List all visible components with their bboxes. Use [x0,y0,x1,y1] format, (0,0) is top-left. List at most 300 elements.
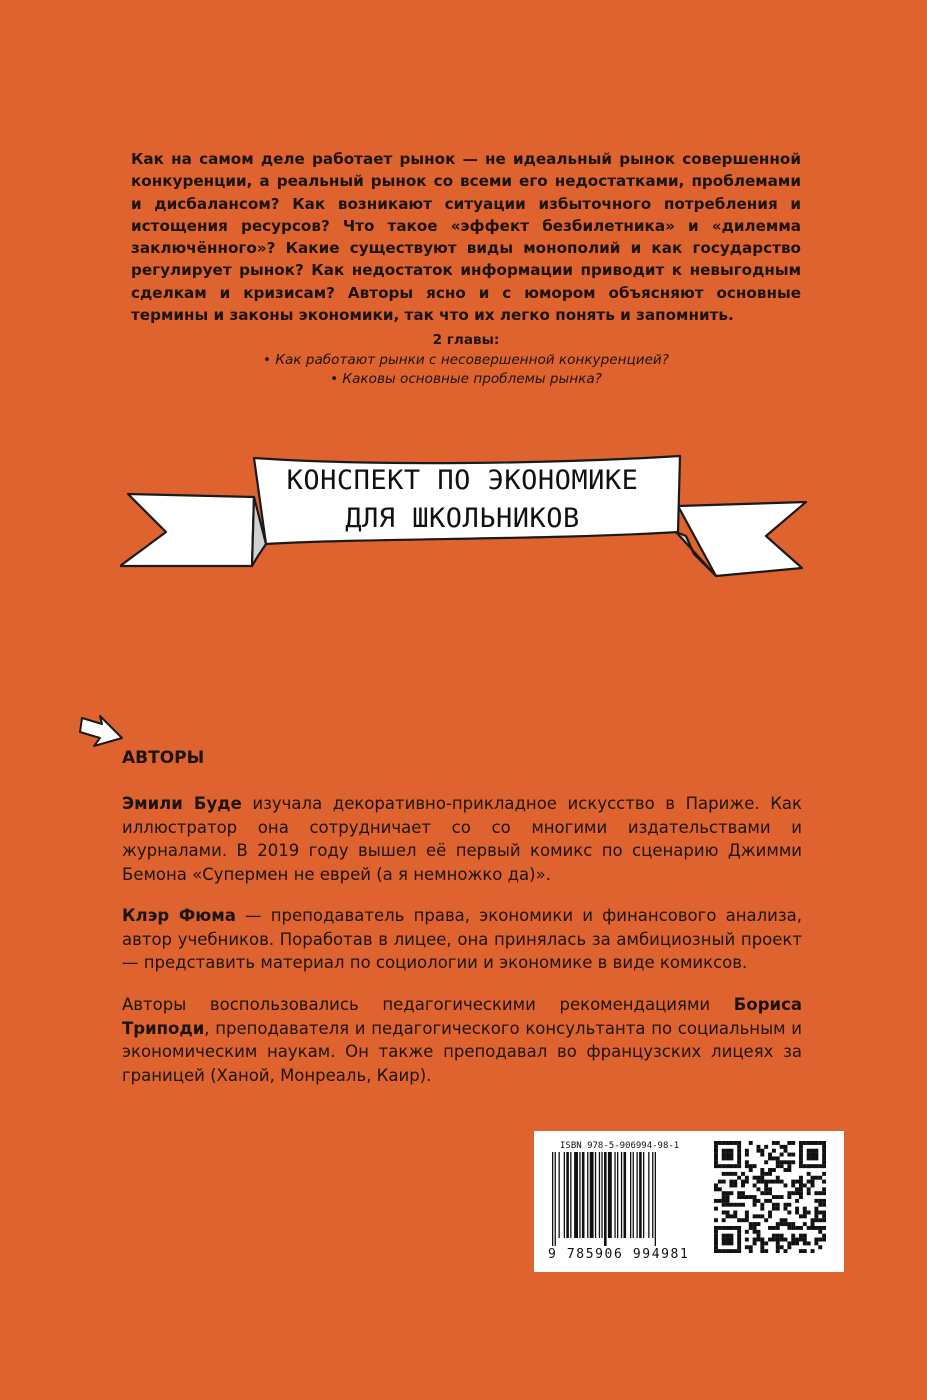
qr-module [764,1199,768,1203]
qr-module [814,1241,818,1245]
qr-module [729,1164,733,1168]
authors-heading: АВТОРЫ [122,748,205,768]
qr-module [799,1183,803,1187]
qr-module [745,1164,749,1168]
qr-module [787,1241,791,1245]
qr-module [749,1141,753,1145]
qr-module [807,1172,811,1176]
qr-module [737,1153,741,1157]
qr-module [795,1241,799,1245]
qr-module [722,1156,726,1160]
barcode-bar [617,1152,618,1238]
qr-module [756,1238,760,1242]
qr-module [814,1191,818,1195]
qr-module [780,1218,784,1222]
qr-module [733,1214,737,1218]
qr-module [795,1199,799,1203]
qr-module [737,1245,741,1249]
qr-module [814,1149,818,1153]
qr-module [726,1153,730,1157]
qr-module [737,1241,741,1245]
qr-module [764,1183,768,1187]
qr-module [818,1141,822,1145]
qr-module [791,1191,795,1195]
qr-module [807,1156,811,1160]
qr-module [764,1180,768,1184]
qr-module [795,1191,799,1195]
barcode-bar [559,1152,560,1238]
qr-module [799,1145,803,1149]
qr-module [791,1238,795,1242]
qr-module [714,1226,718,1230]
qr-module [726,1211,730,1215]
qr-module [822,1149,826,1153]
qr-module [791,1222,795,1226]
author-bio-boudet [122,792,802,886]
qr-module [776,1234,780,1238]
qr-module [722,1195,726,1199]
qr-module [737,1249,741,1253]
consultant-name: Бориса Триподи [122,995,802,1038]
qr-module [745,1238,749,1242]
qr-module [722,1164,726,1168]
barcode-bar [648,1152,649,1238]
qr-module [753,1241,757,1245]
qr-module [776,1176,780,1180]
qr-module [753,1164,757,1168]
qr-module [780,1195,784,1199]
qr-module [722,1191,726,1195]
qr-module [714,1153,718,1157]
qr-module [733,1211,737,1215]
qr-module [795,1238,799,1242]
qr-module [741,1172,745,1176]
qr-module [807,1226,811,1230]
qr-module [764,1160,768,1164]
barcode-bar [555,1152,556,1246]
qr-module [799,1141,803,1145]
qr-module [776,1226,780,1230]
qr-module [714,1145,718,1149]
banner-title-line: ДЛЯ ШКОЛЬНИКОВ [345,503,580,534]
qr-module [756,1234,760,1238]
qr-module [737,1141,741,1145]
barcode-bar [595,1152,596,1238]
qr-module [799,1164,803,1168]
qr-module [714,1218,718,1222]
qr-module [818,1191,822,1195]
qr-module [776,1222,780,1226]
qr-module [772,1226,776,1230]
qr-module [776,1195,780,1199]
qr-module [718,1226,722,1230]
barcode-bar [552,1152,553,1246]
barcode-bar [566,1152,569,1238]
qr-module [822,1160,826,1164]
qr-module [753,1230,757,1234]
qr-module [737,1164,741,1168]
qr-module [791,1160,795,1164]
qr-module [737,1238,741,1242]
qr-module [714,1199,718,1203]
qr-module [722,1172,726,1176]
qr-module [791,1183,795,1187]
qr-module [822,1199,826,1203]
qr-module [799,1214,803,1218]
qr-module [714,1141,718,1145]
qr-module [784,1203,788,1207]
qr-module [787,1168,791,1172]
qr-module [803,1141,807,1145]
qr-module [741,1191,745,1195]
arrow-icon [78,708,126,750]
qr-module [818,1230,822,1234]
qr-module [803,1222,807,1226]
qr-module [729,1203,733,1207]
qr-module [780,1164,784,1168]
barcode-bar [643,1152,644,1238]
qr-module [814,1211,818,1215]
qr-module [772,1168,776,1172]
qr-module [803,1249,807,1253]
qr-module [807,1211,811,1215]
qr-module [722,1203,726,1207]
qr-module [811,1183,815,1187]
qr-module [756,1230,760,1234]
qr-module [799,1160,803,1164]
qr-module [749,1226,753,1230]
qr-module [756,1176,760,1180]
qr-module [745,1214,749,1218]
qr-module [729,1238,733,1242]
qr-module [780,1145,784,1149]
qr-module [780,1222,784,1226]
qr-module [718,1249,722,1253]
qr-module [722,1241,726,1245]
qr-module [760,1153,764,1157]
qr-module [760,1191,764,1195]
qr-module [764,1191,768,1195]
qr-module [818,1245,822,1249]
qr-module [799,1153,803,1157]
qr-module [768,1153,772,1157]
qr-module [733,1183,737,1187]
qr-module [768,1211,772,1215]
qr-module [787,1160,791,1164]
barcode-bar [587,1152,588,1238]
qr-module [764,1172,768,1176]
barcode-bar [621,1152,622,1238]
qr-module [814,1214,818,1218]
qr-module [776,1164,780,1168]
qr-module [760,1238,764,1242]
qr-module [811,1153,815,1157]
qr-module [818,1226,822,1230]
qr-module [811,1176,815,1180]
qr-module [784,1207,788,1211]
qr-module [722,1218,726,1222]
qr-module [799,1156,803,1160]
qr-module [811,1180,815,1184]
qr-module [803,1183,807,1187]
barcode-bar [564,1152,565,1238]
consultant-text: Авторы воспользовались педагогическими рекомендациями [122,995,734,1014]
qr-module [714,1241,718,1245]
qr-module [714,1249,718,1253]
qr-module [729,1156,733,1160]
qr-module [807,1241,811,1245]
qr-module [714,1160,718,1164]
qr-module [764,1249,768,1253]
qr-module [760,1168,764,1172]
qr-module [818,1199,822,1203]
qr-module [726,1203,730,1207]
qr-module [745,1218,749,1222]
barcode-bar [633,1152,634,1238]
qr-module [729,1141,733,1145]
qr-module [807,1180,811,1184]
qr-module [726,1172,730,1176]
barcode-bar [570,1152,571,1238]
author-bio-fumat [122,904,802,975]
barcode-digits: 9 785906 994981 [548,1247,690,1262]
qr-module [822,1211,826,1215]
qr-module [729,1214,733,1218]
qr-module [714,1149,718,1153]
qr-module [811,1141,815,1145]
qr-module [714,1245,718,1249]
qr-module [780,1180,784,1184]
qr-module [803,1234,807,1238]
qr-module [772,1149,776,1153]
qr-module [722,1199,726,1203]
qr-module [726,1141,730,1145]
qr-module [818,1203,822,1207]
qr-module [768,1214,772,1218]
qr-module [799,1195,803,1199]
qr-module [745,1149,749,1153]
qr-module [745,1180,749,1184]
qr-module [784,1168,788,1172]
qr-module [722,1153,726,1157]
qr-module [722,1149,726,1153]
qr-module [811,1149,815,1153]
qr-module [726,1241,730,1245]
qr-module [726,1191,730,1195]
qr-module [787,1203,791,1207]
qr-module [787,1153,791,1157]
qr-module [756,1149,760,1153]
chapters-block [131,331,801,390]
qr-module [768,1199,772,1203]
qr-module [737,1195,741,1199]
qr-module [818,1164,822,1168]
qr-module [822,1191,826,1195]
barcode-bar [637,1152,638,1238]
qr-module [795,1187,799,1191]
isbn-label: ISBN 978-5-906994-98-1 [560,1141,680,1151]
qr-module [729,1180,733,1184]
author-bio-text: — преподаватель права, экономики и финансового анализа, автор учебников. Поработав в лицее, она принялась за амбициозный проект — представить материал по социологии и экономике в виде комиксов. [122,906,802,972]
qr-module [749,1168,753,1172]
qr-module [787,1141,791,1145]
qr-module [803,1211,807,1215]
qr-module [814,1164,818,1168]
barcode-bar [599,1152,600,1238]
qr-module [749,1245,753,1249]
qr-module [807,1141,811,1145]
qr-module [768,1226,772,1230]
qr-module [718,1141,722,1145]
qr-module [772,1203,776,1207]
qr-module [768,1238,772,1242]
qr-module [772,1207,776,1211]
qr-module [760,1149,764,1153]
qr-module [745,1211,749,1215]
qr-module [822,1180,826,1184]
qr-module [737,1176,741,1180]
qr-module [822,1226,826,1230]
qr-module [718,1180,722,1184]
qr-module [737,1191,741,1195]
qr-module [791,1141,795,1145]
qr-module [780,1160,784,1164]
qr-module [768,1180,772,1184]
qr-module [749,1222,753,1226]
qr-module [729,1234,733,1238]
qr-module [791,1226,795,1230]
qr-module [726,1149,730,1153]
qr-module [822,1203,826,1207]
qr-module [760,1172,764,1176]
chapters-heading: 2 главы: [432,332,500,348]
qr-module [756,1180,760,1184]
qr-module [741,1203,745,1207]
qr-module [760,1203,764,1207]
qr-module [756,1199,760,1203]
qr-module [772,1156,776,1160]
qr-module [814,1238,818,1242]
qr-module [768,1191,772,1195]
qr-module [733,1180,737,1184]
qr-module [818,1238,822,1242]
qr-module [714,1238,718,1242]
qr-module [799,1234,803,1238]
qr-module [737,1226,741,1230]
qr-module [772,1234,776,1238]
qr-module [745,1160,749,1164]
qr-module [818,1211,822,1215]
qr-module [726,1156,730,1160]
qr-module [729,1226,733,1230]
qr-module [726,1249,730,1253]
qr-module [756,1214,760,1218]
qr-module [791,1153,795,1157]
qr-module [776,1245,780,1249]
qr-module [776,1180,780,1184]
qr-module [760,1207,764,1211]
qr-module [803,1214,807,1218]
qr-module [753,1199,757,1203]
qr-module [814,1218,818,1222]
qr-module [807,1187,811,1191]
qr-module [818,1176,822,1180]
qr-module [722,1238,726,1242]
qr-module [737,1149,741,1153]
qr-module [726,1195,730,1199]
qr-module [787,1211,791,1215]
author-bio-text: изучала декоративно-прикладное искусство в Париже. Как иллюстратор она сотрудничает со со многими издательствами и журналами. В 2019 году вышел её первый комикс по сценарию Джимми Бемона «Супермен не еврей (а я немножко да)». [122,794,802,884]
qr-module [741,1195,745,1199]
qr-module [795,1226,799,1230]
qr-module [814,1226,818,1230]
qr-module [741,1180,745,1184]
qr-module [784,1218,788,1222]
qr-module [729,1153,733,1157]
qr-module [745,1195,749,1199]
qr-module [718,1164,722,1168]
qr-module [753,1226,757,1230]
qr-module [814,1153,818,1157]
qr-module [718,1199,722,1203]
qr-module [811,1164,815,1168]
qr-module [753,1183,757,1187]
qr-module [803,1164,807,1168]
book-description: Как на самом деле работает рынок — не идеальный рынок совершенной конкуренции, а реальный рынок со всеми его недостатками, проблемами и дисбалансом? Как возникают ситуации избыточного потребления и истощения ресурсов? Что такое «эффект безбилетника» и «дилемма заключённого»? Какие существуют виды монополий и как государство регулирует рынок? Как недостаток информации приводит к невыгодным сделкам и кризисам? Авторы ясно и с юмором объясняют основные термины и законы экономики, так что их легко понять и запомнить. [131,150,801,325]
qr-module [811,1222,815,1226]
qr-module [729,1172,733,1176]
qr-module [803,1207,807,1211]
banner-title [255,462,670,538]
qr-module [784,1238,788,1242]
qr-module [807,1153,811,1157]
qr-module [726,1214,730,1218]
qr-module [799,1180,803,1184]
qr-module [768,1172,772,1176]
qr-module [784,1222,788,1226]
barcode-bar [655,1152,656,1246]
qr-module [780,1238,784,1242]
qr-module [787,1191,791,1195]
qr-module [799,1149,803,1153]
qr-module [729,1149,733,1153]
qr-module [733,1141,737,1145]
qr-module [776,1156,780,1160]
author-name: Клэр Фюма [122,906,236,925]
qr-module [753,1214,757,1218]
qr-module [822,1214,826,1218]
qr-module [822,1141,826,1145]
qr-module [714,1207,718,1211]
qr-module [776,1238,780,1242]
qr-module [737,1203,741,1207]
qr-module [822,1238,826,1242]
barcode-image [546,1152,696,1246]
qr-module [776,1203,780,1207]
qr-module [729,1183,733,1187]
qr-module [760,1180,764,1184]
qr-module [795,1180,799,1184]
qr-module [772,1180,776,1184]
qr-module [768,1168,772,1172]
qr-module [822,1218,826,1222]
qr-module [714,1164,718,1168]
barcode-bar [579,1152,580,1238]
qr-module [822,1172,826,1176]
qr-module [745,1245,749,1249]
qr-module [807,1149,811,1153]
qr-module [753,1195,757,1199]
